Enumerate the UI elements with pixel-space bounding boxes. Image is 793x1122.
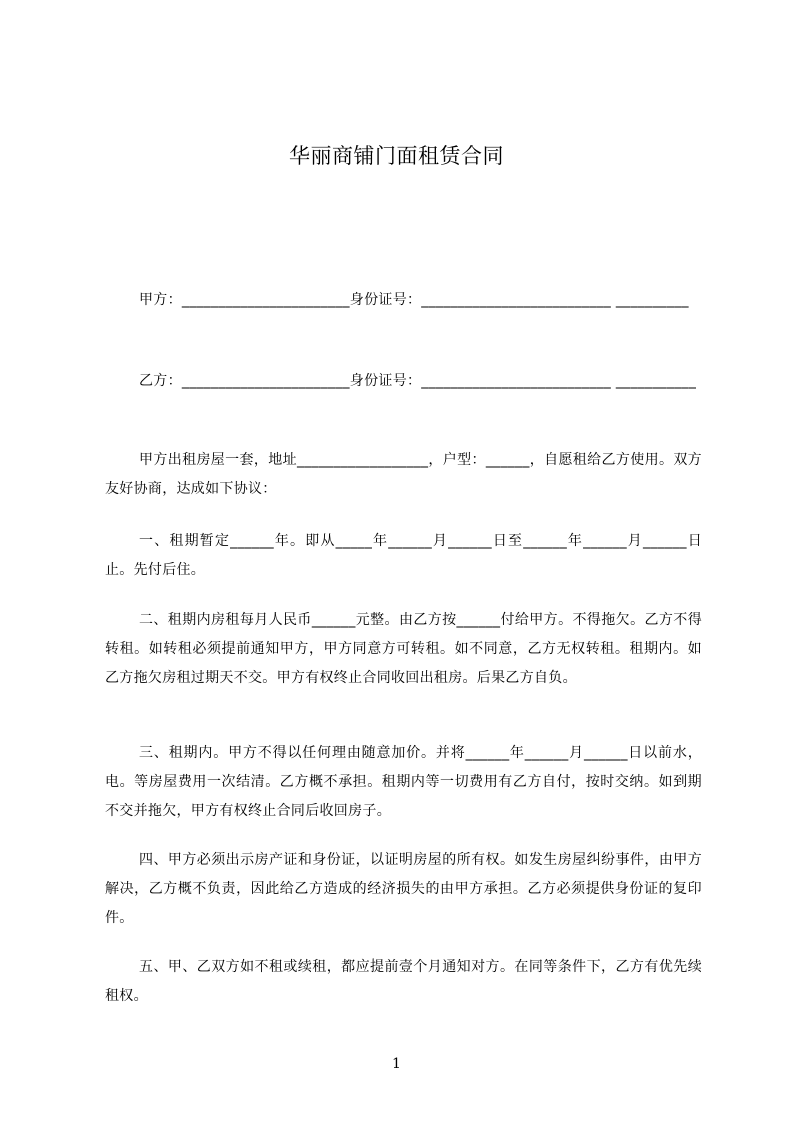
- party-a-line: 甲方：_______________________身份证号：__________________________ __________: [139, 292, 689, 308]
- clause-2: 二、租期内房租每月人民币______元整。由乙方按______付给甲方。不得拖欠。乙方不得转租。如转租必须提前通知甲方，甲方同意方可转租。如不同意，乙方无权转租。租期内。如乙方拖欠房租过期天不交。甲方有权终止合同收回出租房。后果乙方自负。: [105, 612, 702, 686]
- clause-3: 三、租期内。甲方不得以任何理由随意加价。并将______年______月______日以前水，电。等房屋费用一次结清。乙方概不承担。租期内等一切费用有乙方自付，按时交纳。如到期不交并拖欠，甲方有权终止合同后收回房子。: [105, 745, 702, 819]
- clause-5: 五、甲、乙双方如不租或续租，都应提前壹个月通知对方。在同等条件下，乙方有优先续租权。: [105, 959, 702, 1004]
- party-b-line: 乙方：_______________________身份证号：__________________________ ___________: [139, 373, 697, 389]
- document-title: 华丽商铺门面租赁合同: [289, 144, 504, 168]
- page-number: 1: [392, 1056, 401, 1072]
- clause-4: 四、甲方必须出示房产证和身份证，以证明房屋的所有权。如发生房屋纠纷事件，由甲方解决，乙方概不负责，因此给乙方造成的经济损失的由甲方承担。乙方必须提供身份证的复印件。: [105, 852, 702, 926]
- clause-1: 一、租期暂定______年。即从_____年______月______日至______年______月______日止。先付后住。: [105, 533, 702, 578]
- intro-paragraph: 甲方出租房屋一套，地址__________________，户型：______，自愿租给乙方使用。双方友好协商，达成如下协议：: [105, 452, 702, 497]
